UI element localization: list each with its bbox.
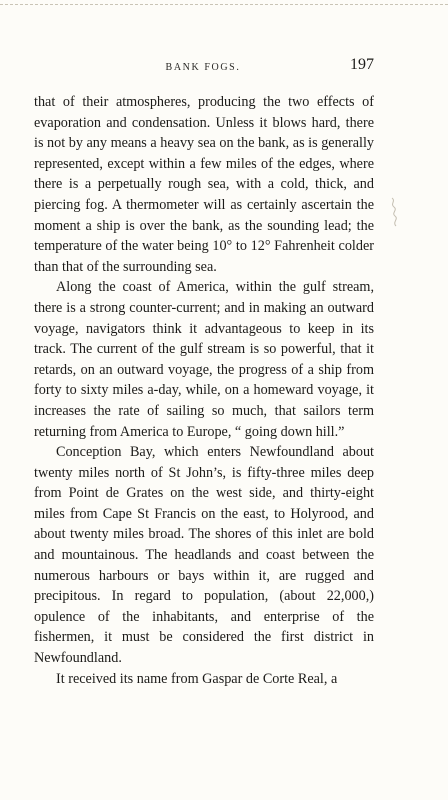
paragraph-continued: that of their atmospheres, producing the two effects of evaporation and condensation. Unless it blows hard, there is not by any means a heavy sea on the bank, as is generally represented, except within a few miles of the edges, where there is a perpetually rough sea, with a cold, thick, and piercing fog. A thermometer will as certainly ascertain the moment a ship is over the bank, as the sounding lead; the temperature of the water being 10° to 12° Fahrenheit colder than that of the surrounding sea. xyxy=(34,94,374,275)
page-header xyxy=(32,56,374,80)
running-head: BANK FOGS. xyxy=(165,62,241,73)
top-edge-rule xyxy=(0,4,448,5)
paragraph-conception-bay: Conception Bay, which enters Newfoundland about twenty miles north of St John’s, is fifty-three miles deep from Point de Grates on the west side, and thirty-eight miles from Cape St Francis on the east, to Holyrood, and about twenty miles broad. The shores of this inlet are bold and mountainous. The headlands and coast between the numerous harbours or bays within it, are rugged and precipitous. In regard to population, (about 22,000,) opulence of the inhabitants, and enterprise of the fishermen, it must be considered the first district in Newfoundland. xyxy=(34,444,374,667)
margin-pencil-mark xyxy=(388,196,404,230)
page-number: 197 xyxy=(350,56,374,73)
body-text xyxy=(34,92,374,689)
paragraph-gulf-stream: Along the coast of America, within the gulf stream, there is a strong counter-current; and in making an outward voyage, navigators think it advantageous to keep in its track. The current of the gulf stream is so powerful, that it retards, on an outward voyage, the progress of a ship from forty to sixty miles a-day, while, on a homeward voyage, it increases the rate of sailing so much, that sailors term returning from America to Europe, “ going down hill.” xyxy=(34,279,374,440)
paragraph-corte-real: It received its name from Gaspar de Corte Real, a xyxy=(56,670,338,687)
